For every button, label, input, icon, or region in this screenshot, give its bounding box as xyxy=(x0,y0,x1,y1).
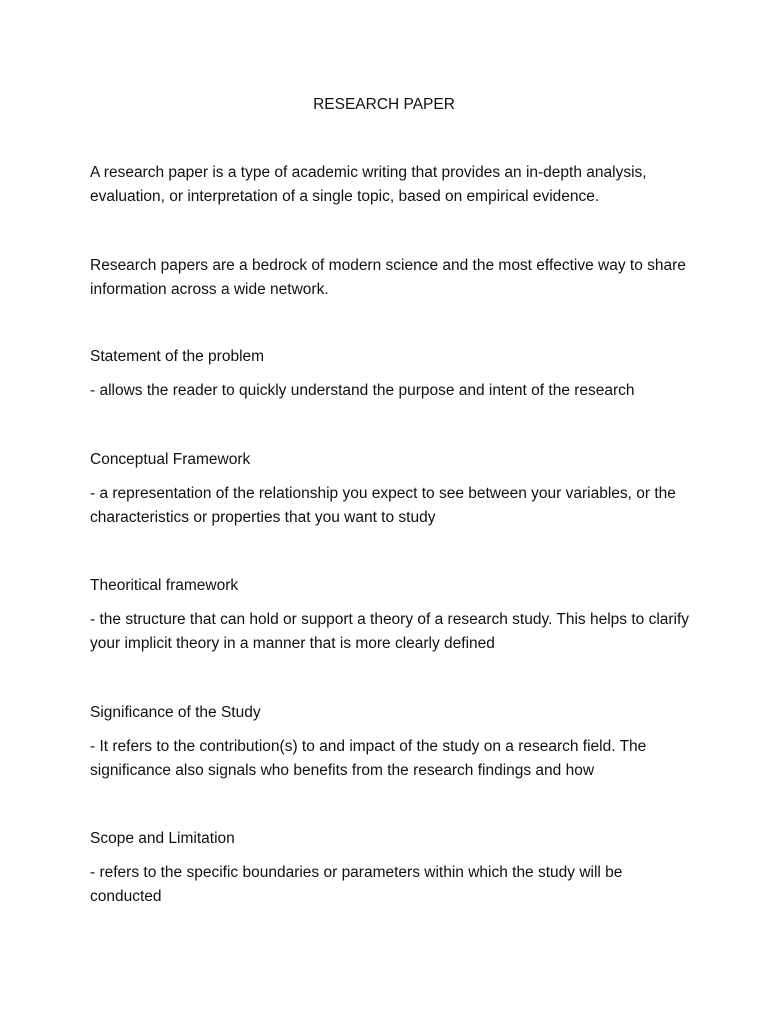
section-body-conceptual-framework: - a representation of the relationship you expect to see between your variables, or the characteristics or properties that you want to study xyxy=(90,485,676,526)
section-heading-scope-and-limitation: Scope and Limitation xyxy=(90,830,235,847)
intro-paragraph-2: Research papers are a bedrock of modern science and the most effective way to share information across a wide network. xyxy=(90,257,686,298)
section-heading-statement-of-problem: Statement of the problem xyxy=(90,348,265,365)
section-heading-significance-of-study: Significance of the Study xyxy=(90,704,261,721)
section-body-significance-of-study: - It refers to the contribution(s) to and impact of the study on a research field. The significance also signals who benefits from the research findings and how xyxy=(90,738,647,779)
section-body-statement-of-problem: - allows the reader to quickly understand the purpose and intent of the research xyxy=(90,382,635,399)
intro-paragraph-1: A research paper is a type of academic writing that provides an in-depth analysis, evaluation, or interpretation of a single topic, based on empirical evidence. xyxy=(90,164,647,205)
section-body-scope-and-limitation: - refers to the specific boundaries or parameters within which the study will be conducted xyxy=(90,864,623,905)
document-title: RESEARCH PAPER xyxy=(313,96,455,113)
section-heading-conceptual-framework: Conceptual Framework xyxy=(90,451,251,468)
section-body-theoritical-framework: - the structure that can hold or support a theory of a research study. This helps to clarify your implicit theory in a manner that is more clearly defined xyxy=(90,611,690,652)
section-heading-theoritical-framework: Theoritical framework xyxy=(90,577,239,594)
